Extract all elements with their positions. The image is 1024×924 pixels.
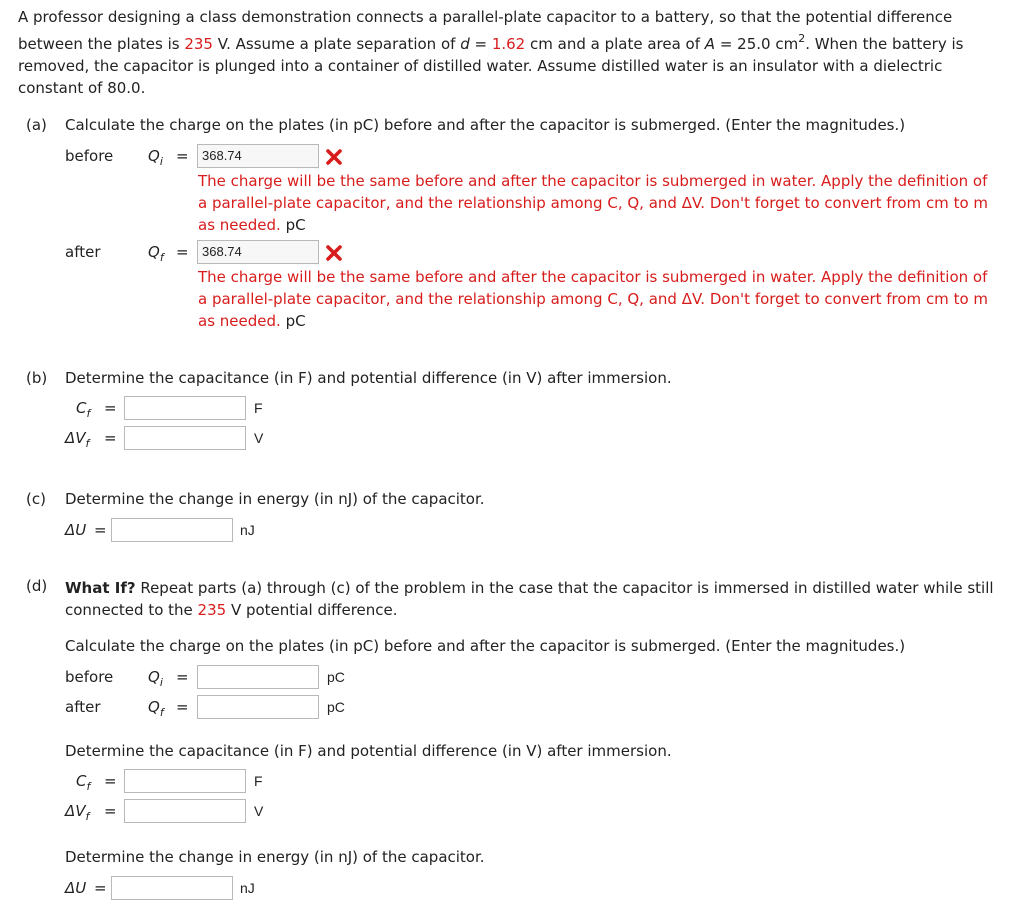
equals-sign: =	[104, 429, 117, 447]
after-label: after	[65, 243, 101, 261]
part-d-energy-prompt: Determine the change in energy (in nJ) of the capacitor.	[65, 848, 485, 866]
unit-nanojoule: nJ	[240, 880, 255, 896]
before-label: before	[65, 147, 114, 165]
du-answer-input[interactable]	[111, 518, 233, 542]
qf-feedback: The charge will be the same before and after the capacitor is submerged in water. Apply the definition of a parallel-plate capacitor, and the relationship among C, Q, and ΔV. Don't forget to convert from cm to m as needed. pC	[198, 268, 989, 330]
qf-symbol: $Q_f$	[148, 698, 164, 719]
qi-symbol: $Q_i$	[148, 147, 163, 168]
what-if-heading: What If?	[65, 579, 136, 597]
equals-sign: =	[176, 147, 189, 165]
d-qf-answer-input[interactable]	[197, 695, 319, 719]
cf-symbol: $C_f$	[76, 772, 91, 793]
equals-sign: =	[176, 698, 189, 716]
du-symbol: ΔU	[65, 521, 87, 539]
d-cf-answer-input[interactable]	[124, 769, 246, 793]
part-d-label: (d)	[26, 577, 48, 595]
x-mark-icon	[325, 148, 343, 166]
cf-answer-input[interactable]	[124, 396, 246, 420]
unit-volt: V	[254, 803, 264, 819]
d-qi-answer-input[interactable]	[197, 665, 319, 689]
x-mark-icon	[325, 244, 343, 262]
qi-feedback: The charge will be the same before and after the capacitor is submerged in water. Apply the definition of a parallel-plate capacitor, and the relationship among C, Q, and ΔV. Don't forget to convert from cm to m as needed. pC	[198, 172, 989, 234]
dvf-symbol: $\Delta V_f$	[65, 429, 90, 450]
equals-sign: =	[176, 243, 189, 261]
unit-volt: V	[254, 430, 264, 446]
equals-sign: =	[104, 772, 117, 790]
voltage-value: 235	[197, 601, 227, 619]
unit-farad: F	[254, 773, 263, 789]
voltage-value: 235	[184, 35, 213, 53]
dvf-answer-input[interactable]	[124, 426, 246, 450]
after-label: after	[65, 698, 101, 716]
part-d-capacitance-prompt: Determine the capacitance (in F) and potential difference (in V) after immersion.	[65, 742, 672, 760]
d-du-answer-input[interactable]	[111, 876, 233, 900]
part-b-prompt: Determine the capacitance (in F) and potential difference (in V) after immersion.	[65, 369, 672, 387]
part-a-label: (a)	[26, 116, 47, 134]
equals-sign: =	[94, 879, 107, 897]
part-a-prompt: Calculate the charge on the plates (in pC) before and after the capacitor is submerged. (Enter the magnitudes.)	[65, 116, 906, 134]
equals-sign: =	[104, 399, 117, 417]
part-d-prompt: What If? Repeat parts (a) through (c) of the problem in the case that the capacitor is immersed in distilled water while still connected to the 235 V potential difference.	[65, 579, 994, 619]
equals-sign: =	[104, 802, 117, 820]
before-label: before	[65, 668, 114, 686]
unit-picocoulomb: pC	[327, 669, 345, 685]
part-c-prompt: Determine the change in energy (in nJ) of the capacitor.	[65, 490, 485, 508]
qf-answer-field[interactable]: 368.74	[197, 240, 319, 264]
unit-nanojoule: nJ	[240, 522, 255, 538]
equals-sign: =	[94, 521, 107, 539]
qf-symbol: $Q_f$	[148, 243, 164, 264]
d-dvf-answer-input[interactable]	[124, 799, 246, 823]
unit-picocoulomb: pC	[327, 699, 345, 715]
part-c-label: (c)	[26, 490, 46, 508]
separation-value: 1.62	[491, 35, 526, 53]
equals-sign: =	[176, 668, 189, 686]
dvf-symbol: $\Delta V_f$	[65, 802, 90, 823]
qi-answer-field[interactable]: 368.74	[197, 144, 319, 168]
problem-statement: A professor designing a class demonstration connects a parallel-plate capacitor to a battery, so that the potential difference between the plates is 235 V. Assume a plate separation of d = 1.62 cm and a plate area of A = 25.0 $cm^2$. When the battery is removed, the capacitor is plunged into a container of distilled water. Assume distilled water is an insulator with a dielectric constant of 80.0.	[18, 8, 964, 97]
part-d-charge-prompt: Calculate the charge on the plates (in pC) before and after the capacitor is submerged. (Enter the magnitudes.)	[65, 637, 906, 655]
part-b-label: (b)	[26, 369, 48, 387]
qi-symbol: $Q_i$	[148, 668, 163, 689]
du-symbol: ΔU	[65, 879, 87, 897]
unit-farad: F	[254, 400, 263, 416]
cf-symbol: $C_f$	[76, 399, 91, 420]
